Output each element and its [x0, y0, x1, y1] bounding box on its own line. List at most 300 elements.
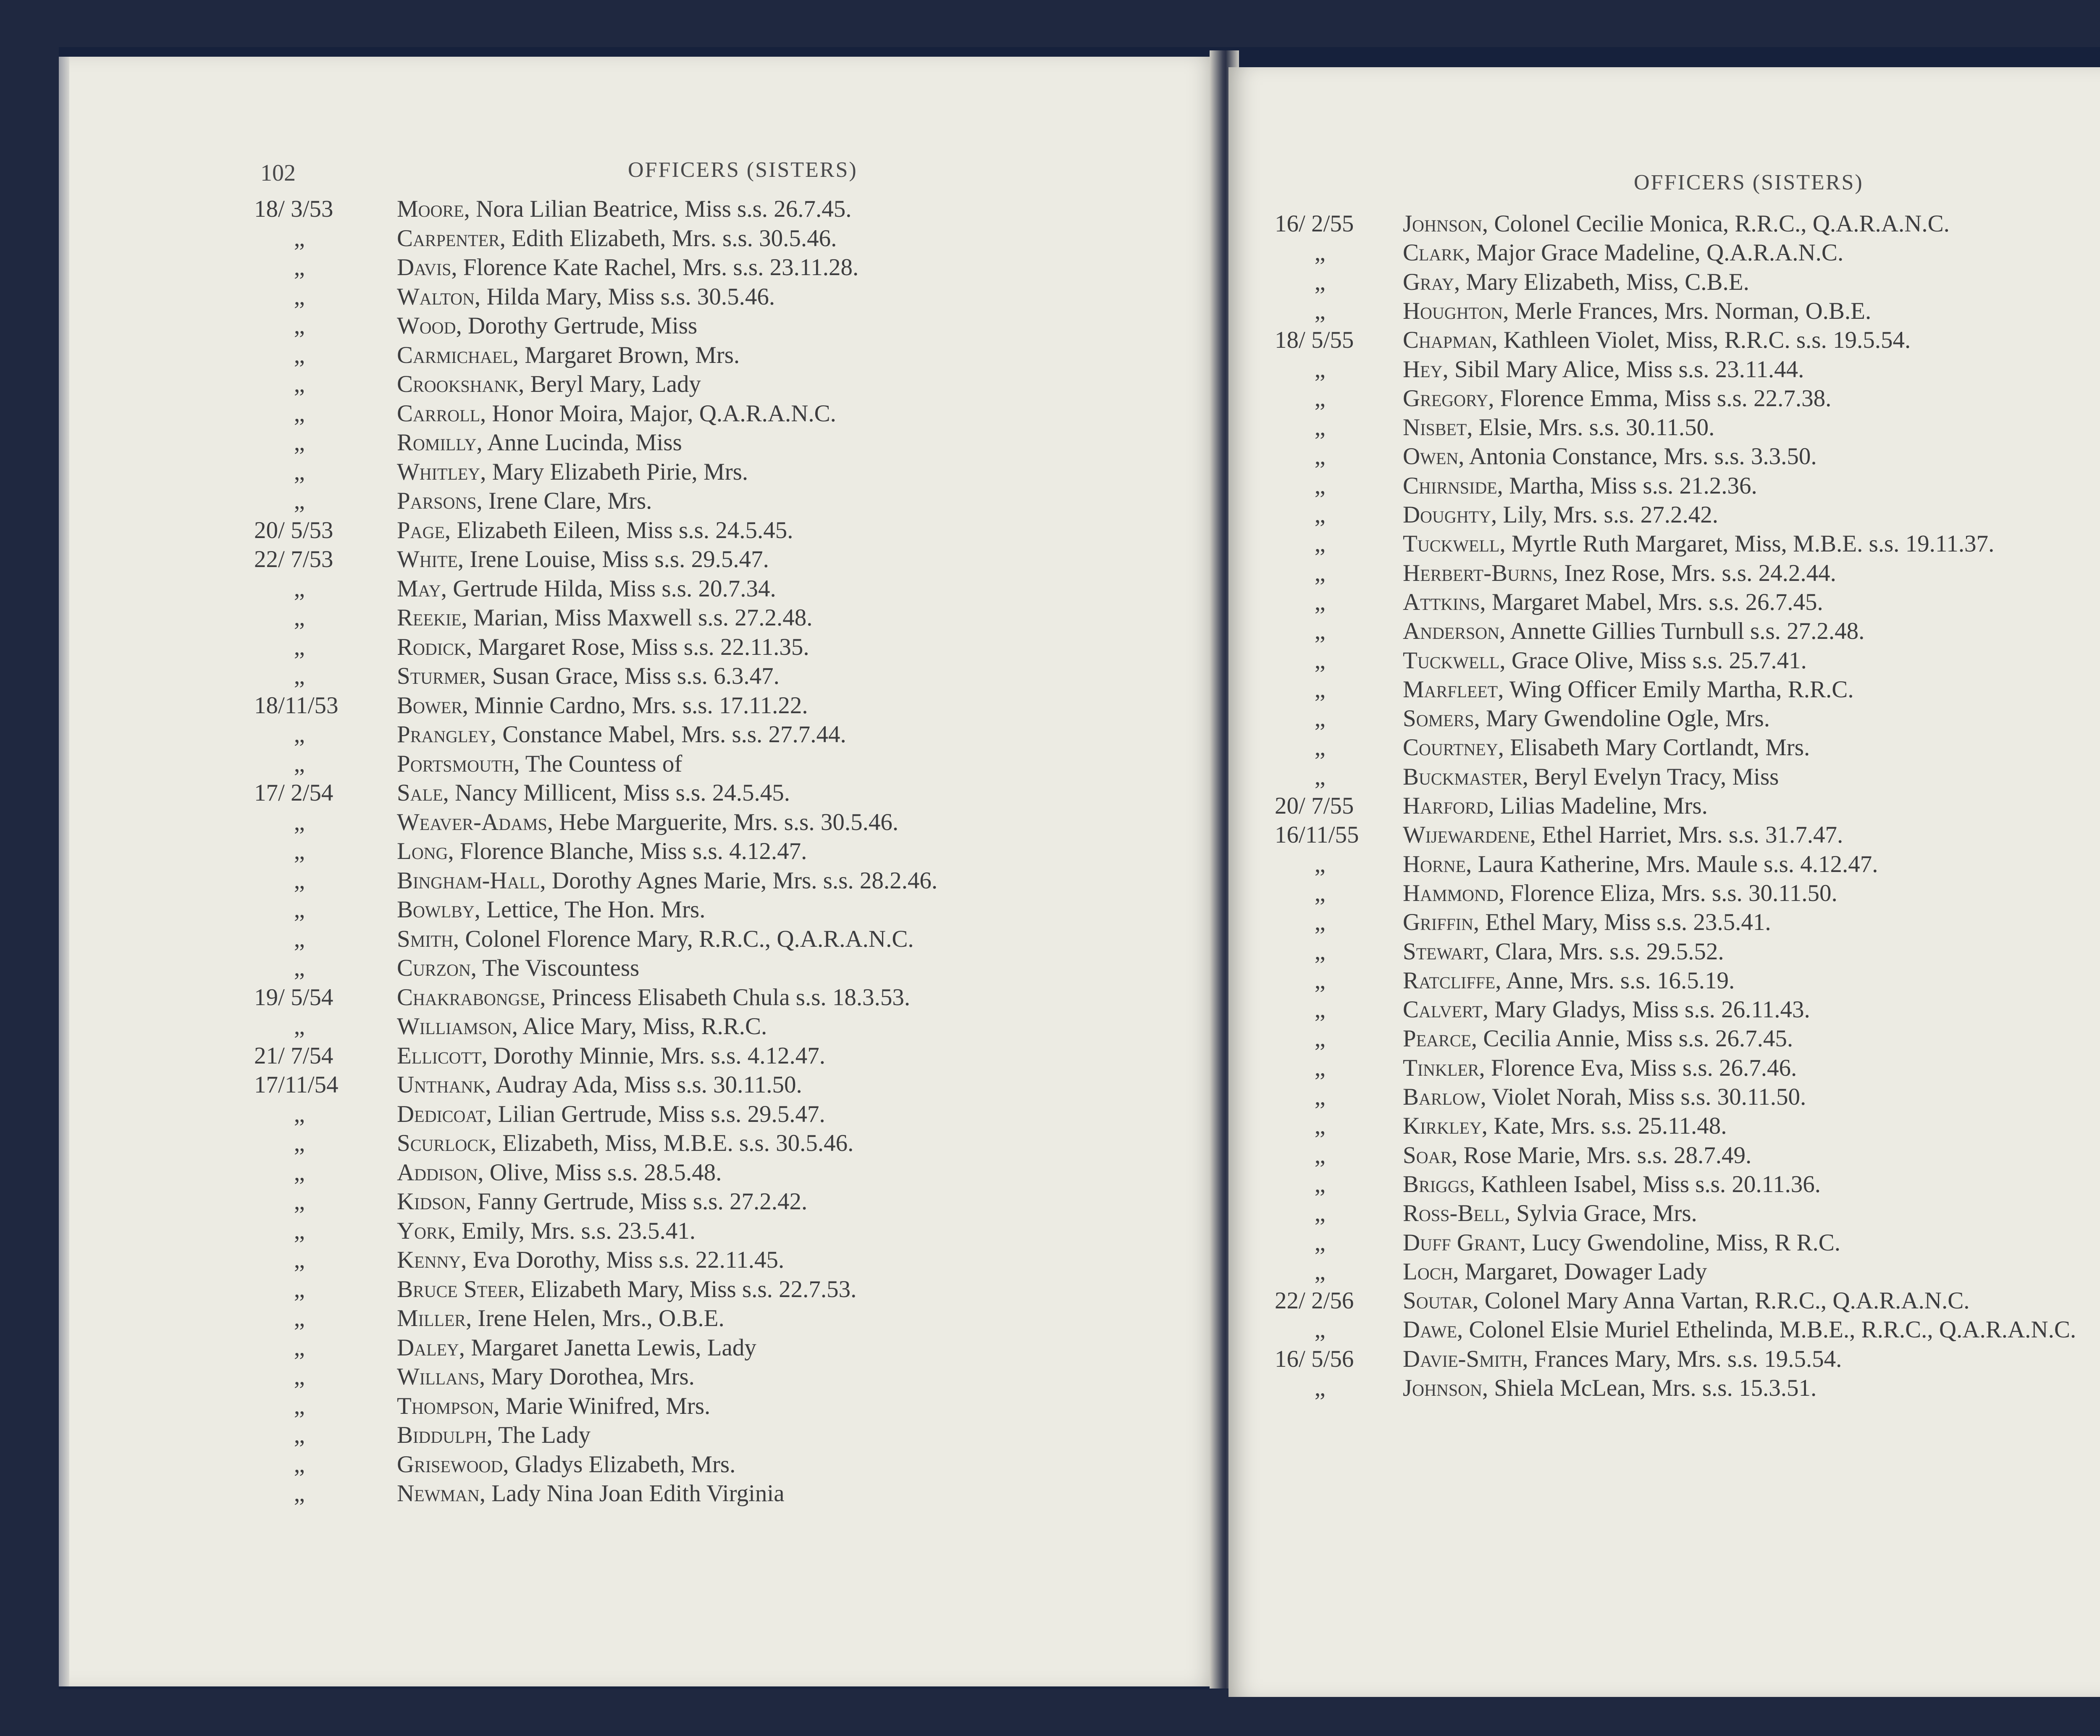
entry-date: ,,	[294, 400, 304, 427]
entry-surname: Kenny,	[397, 1247, 467, 1273]
entry-text	[397, 1480, 785, 1507]
entry-details: Margaret Rose, Miss s.s. 22.11.35.	[478, 633, 809, 660]
list-item	[1228, 676, 2100, 705]
list-item	[69, 838, 1203, 867]
entry-surname: May,	[397, 575, 447, 602]
entry-details: Eva Dorothy, Miss s.s. 22.11.45.	[472, 1247, 785, 1273]
entry-details: Clara, Mrs. s.s. 29.5.52.	[1495, 938, 1724, 965]
entry-text	[1403, 268, 1749, 296]
entry-text	[1403, 385, 1831, 412]
entry-surname: Tuckwell,	[1403, 647, 1506, 674]
entry-text	[1403, 1171, 1821, 1198]
entry-date: 18/ 3/53	[254, 196, 333, 222]
entry-surname: Biddulph,	[397, 1422, 493, 1448]
entry-details: Myrtle Ruth Margaret, Miss, M.B.E. s.s. 19.11.37.	[1511, 531, 1995, 557]
list-item	[69, 283, 1203, 313]
list-item	[69, 429, 1203, 458]
entry-text	[397, 546, 769, 573]
entry-date: ,,	[294, 1130, 304, 1156]
entry-details: Princess Elisabeth Chula s.s. 18.3.53.	[551, 984, 911, 1011]
list-item	[1228, 909, 2100, 938]
entry-text	[1403, 210, 1950, 237]
entry-date: ,,	[1315, 1142, 1325, 1169]
list-item	[69, 896, 1203, 925]
entry-date: ,,	[1315, 880, 1325, 906]
entry-date: ,,	[294, 1334, 304, 1361]
entry-details: Hilda Mary, Miss s.s. 30.5.46.	[486, 283, 775, 310]
entry-details: Ethel Harriet, Mrs. s.s. 31.7.47.	[1542, 822, 1843, 848]
entry-text	[1403, 909, 1771, 936]
entry-text	[397, 254, 858, 281]
entry-date: ,,	[1315, 1171, 1325, 1198]
entry-details: Emily, Mrs. s.s. 23.5.41.	[462, 1217, 696, 1244]
list-item	[69, 721, 1203, 750]
list-item	[1228, 1287, 2100, 1316]
entry-date: 20/ 7/55	[1275, 793, 1354, 819]
entry-text	[397, 1013, 767, 1040]
entry-details: Margaret Brown, Mrs.	[525, 341, 740, 368]
entry-details: Marie Winifred, Mrs.	[505, 1392, 711, 1419]
entry-details: Irene Louise, Miss s.s. 29.5.47.	[470, 546, 769, 573]
entry-surname: Davie-Smith,	[1403, 1345, 1528, 1372]
entry-text	[1403, 559, 1836, 587]
entry-text	[1403, 326, 1911, 354]
list-item	[69, 1100, 1203, 1130]
entry-surname: Wijewardene,	[1403, 822, 1536, 848]
entry-surname: York,	[397, 1217, 456, 1244]
entry-text	[1403, 647, 1807, 674]
entry-text	[397, 925, 914, 953]
list-item	[1228, 530, 2100, 559]
entry-details: Elizabeth Mary, Miss s.s. 22.7.53.	[531, 1276, 857, 1303]
entry-date: ,,	[294, 721, 304, 748]
entry-surname: Kidson,	[397, 1188, 472, 1215]
entry-text	[397, 1421, 591, 1449]
entry-text	[397, 341, 740, 369]
entry-surname: Romilly,	[397, 429, 483, 456]
entry-surname: Chirnside,	[1403, 472, 1503, 499]
entry-date: ,,	[294, 1363, 304, 1390]
list-item	[1228, 1054, 2100, 1084]
entry-details: Constance Mabel, Mrs. s.s. 27.7.44.	[502, 721, 846, 748]
entry-surname: Carroll,	[397, 400, 486, 427]
entry-date: ,,	[1315, 618, 1325, 645]
entry-surname: Portsmouth,	[397, 750, 520, 777]
entry-date: ,,	[294, 254, 304, 281]
list-item	[69, 1159, 1203, 1188]
entry-details: Antonia Constance, Mrs. s.s. 3.3.50.	[1469, 443, 1817, 470]
entry-date: 17/ 2/54	[254, 780, 333, 806]
entry-surname: Page,	[397, 517, 451, 544]
entry-details: The Countess of	[525, 750, 682, 777]
list-item	[1228, 1171, 2100, 1200]
entry-date: ,,	[294, 225, 304, 252]
entry-date: ,,	[1315, 1258, 1325, 1285]
entry-date: ,,	[1315, 1200, 1325, 1227]
entry-text	[397, 400, 836, 427]
entry-details: Minnie Cardno, Mrs. s.s. 17.11.22.	[474, 692, 808, 719]
entry-text	[1403, 1054, 1797, 1082]
entry-surname: Johnson,	[1403, 210, 1488, 237]
entry-details: Irene Clare, Mrs.	[488, 488, 652, 514]
entry-date: ,,	[294, 283, 304, 310]
list-item	[1228, 821, 2100, 851]
entry-text	[1403, 472, 1757, 499]
entry-date: ,,	[1315, 1025, 1325, 1052]
entry-text	[397, 1451, 735, 1478]
entry-text	[397, 1129, 853, 1157]
entry-surname: Pearce,	[1403, 1025, 1478, 1052]
entry-surname: Owen,	[1403, 443, 1465, 470]
entry-date: ,,	[1315, 531, 1325, 557]
entry-details: Lilian Gertrude, Miss s.s. 29.5.47.	[498, 1100, 825, 1127]
entry-text	[1403, 1316, 2076, 1343]
entry-date: ,,	[1315, 1316, 1325, 1343]
entry-date: 18/11/53	[254, 692, 339, 719]
entry-details: Violet Norah, Miss s.s. 30.11.50.	[1492, 1084, 1806, 1110]
entry-date: ,,	[294, 1188, 304, 1215]
entry-surname: Parsons,	[397, 488, 483, 514]
running-head: OFFICERS (SISTERS)	[1634, 171, 1864, 194]
entry-text	[1403, 938, 1724, 965]
entry-surname: Dawe,	[1403, 1316, 1463, 1343]
entry-date: ,,	[1315, 1375, 1325, 1401]
entry-surname: Soutar,	[1403, 1287, 1479, 1314]
entry-details: Cecilia Annie, Miss s.s. 26.7.45.	[1483, 1025, 1793, 1052]
entry-details: Olive, Miss s.s. 28.5.48.	[489, 1159, 722, 1186]
entry-details: Beryl Mary, Lady	[530, 371, 701, 397]
entry-surname: Somers,	[1403, 705, 1480, 732]
entry-surname: Gray,	[1403, 268, 1460, 295]
entry-surname: Soar,	[1403, 1142, 1458, 1169]
entry-details: Anne Lucinda, Miss	[487, 429, 682, 456]
entry-details: Anne, Mrs. s.s. 16.5.19.	[1506, 967, 1735, 994]
entry-date: ,,	[294, 809, 304, 835]
entry-surname: Newman,	[397, 1480, 486, 1507]
entry-surname: Thompson,	[397, 1392, 500, 1419]
list-item	[1228, 472, 2100, 502]
entry-text	[1403, 676, 1854, 703]
entry-text	[1403, 443, 1817, 470]
entry-surname: Gregory,	[1403, 385, 1494, 412]
entry-text	[397, 692, 808, 719]
entry-date: ,,	[294, 313, 304, 339]
entry-text	[1403, 588, 1823, 616]
list-item	[1228, 1200, 2100, 1229]
entry-details: Marian, Miss Maxwell s.s. 27.2.48.	[473, 604, 813, 631]
entry-surname: Kirkley,	[1403, 1113, 1488, 1140]
entry-text	[397, 984, 910, 1011]
list-item	[1228, 588, 2100, 618]
entry-text	[397, 1217, 696, 1245]
entry-surname: Grisewood,	[397, 1451, 509, 1478]
entry-surname: Scurlock,	[397, 1130, 497, 1156]
entry-text	[397, 225, 837, 252]
entry-date: ,,	[294, 604, 304, 631]
entry-details: Nora Lilian Beatrice, Miss s.s. 26.7.45.	[476, 196, 852, 222]
entry-surname: Walton,	[397, 283, 481, 310]
entry-details: Gladys Elizabeth, Mrs.	[514, 1451, 736, 1478]
entry-details: Florence Kate Rachel, Mrs. s.s. 23.11.28.	[463, 254, 859, 281]
entry-date: ,,	[1315, 763, 1325, 790]
list-item	[69, 1480, 1203, 1509]
entry-surname: Johnson,	[1403, 1375, 1488, 1401]
entry-date: ,,	[1315, 559, 1325, 586]
entry-details: Shiela McLean, Mrs. s.s. 15.3.51.	[1494, 1375, 1817, 1401]
entry-surname: Bruce Steer,	[397, 1276, 525, 1303]
list-item	[69, 254, 1203, 283]
entry-surname: Sturmer,	[397, 663, 486, 689]
entry-details: Sibil Mary Alice, Miss s.s. 23.11.44.	[1454, 356, 1804, 383]
entry-text	[1403, 1142, 1751, 1169]
list-item	[1228, 734, 2100, 763]
entry-surname: Bower,	[397, 692, 469, 719]
entry-surname: Griffin,	[1403, 909, 1480, 936]
entry-date: ,,	[1315, 588, 1325, 615]
entry-date: ,,	[1315, 938, 1325, 965]
entry-text	[1403, 851, 1878, 878]
list-item	[1228, 1316, 2100, 1345]
entry-details: Kathleen Isabel, Miss s.s. 20.11.36.	[1481, 1171, 1821, 1198]
entry-details: Major Grace Madeline, Q.A.R.A.N.C.	[1476, 239, 1844, 266]
list-item	[69, 312, 1203, 341]
entry-surname: Harford,	[1403, 793, 1494, 819]
entry-details: Gertrude Hilda, Miss s.s. 20.7.34.	[453, 575, 776, 602]
entry-date: ,,	[1315, 676, 1325, 703]
entry-surname: Davis,	[397, 254, 457, 281]
list-item	[69, 341, 1203, 371]
entry-date: 19/ 5/54	[254, 984, 333, 1011]
entry-text	[397, 721, 846, 748]
entry-details: The Lady	[498, 1422, 591, 1448]
entry-surname: Barlow,	[1403, 1084, 1486, 1110]
entry-details: Mary Elizabeth, Miss, C.B.E.	[1466, 268, 1749, 295]
entry-details: Dorothy Agnes Marie, Mrs. s.s. 28.2.46.	[551, 867, 938, 894]
entry-date: ,,	[294, 1100, 304, 1127]
entry-date: 18/ 5/55	[1275, 327, 1354, 354]
entry-text	[397, 838, 807, 865]
list-item	[1228, 1112, 2100, 1142]
entry-details: Frances Mary, Mrs. s.s. 19.5.54.	[1534, 1345, 1842, 1372]
entry-details: Margaret Janetta Lewis, Lady	[471, 1334, 756, 1361]
entry-text	[1403, 1258, 1707, 1285]
entry-surname: Carmichael,	[397, 341, 519, 368]
list-item	[69, 575, 1203, 604]
entry-surname: Smith,	[397, 925, 459, 952]
entry-surname: Willans,	[397, 1363, 486, 1390]
list-item	[69, 1246, 1203, 1276]
list-item	[69, 370, 1203, 400]
entry-surname: Houghton,	[1403, 297, 1509, 324]
entry-details: Irene Helen, Mrs., O.B.E.	[478, 1305, 724, 1332]
entry-text	[397, 283, 775, 310]
entry-text	[397, 1305, 724, 1332]
list-item	[69, 1334, 1203, 1363]
entry-date: ,,	[294, 429, 304, 456]
entry-text	[397, 633, 809, 661]
entry-date: ,,	[1315, 734, 1325, 761]
entry-details: Wing Officer Emily Martha, R.R.C.	[1509, 676, 1854, 703]
entry-details: Merle Frances, Mrs. Norman, O.B.E.	[1515, 297, 1872, 324]
entry-date: ,,	[294, 1392, 304, 1419]
entry-text	[397, 1392, 710, 1420]
entry-surname: Dedicoat,	[397, 1100, 492, 1127]
list-item	[69, 1451, 1203, 1480]
list-item	[1228, 501, 2100, 531]
entry-surname: Daley,	[397, 1334, 465, 1361]
list-item	[1228, 297, 2100, 327]
entry-details: Honor Moira, Major, Q.A.R.A.N.C.	[492, 400, 836, 427]
entry-details: Mary Dorothea, Mrs.	[491, 1363, 695, 1390]
entry-date: ,,	[294, 371, 304, 397]
entry-date: 16/ 5/56	[1275, 1345, 1354, 1372]
entry-surname: Doughty,	[1403, 502, 1497, 528]
list-item	[1228, 967, 2100, 996]
entry-surname: Ellicott,	[397, 1042, 488, 1069]
entry-text	[397, 662, 780, 690]
entry-text	[397, 1363, 695, 1390]
entry-details: Florence Emma, Miss s.s. 22.7.38.	[1500, 385, 1832, 412]
entry-date: ,,	[1315, 1084, 1325, 1110]
entry-date: ,,	[1315, 443, 1325, 470]
entry-details: Elizabeth, Miss, M.B.E. s.s. 30.5.46.	[502, 1130, 854, 1156]
entry-surname: Bowlby,	[397, 896, 480, 923]
entry-text	[1403, 239, 1843, 266]
list-item	[1228, 996, 2100, 1025]
entry-text	[397, 312, 697, 339]
entry-date: ,,	[1315, 647, 1325, 674]
list-item	[1228, 1025, 2100, 1054]
entry-date: ,,	[294, 575, 304, 602]
entry-surname: Tuckwell,	[1403, 531, 1506, 557]
entry-surname: Stewart,	[1403, 938, 1489, 965]
entry-text	[397, 1246, 784, 1274]
entry-date: ,,	[1315, 385, 1325, 412]
entry-details: Colonel Florence Mary, R.R.C., Q.A.R.A.N.C.	[465, 925, 914, 952]
entry-details: Beryl Evelyn Tracy, Miss	[1534, 763, 1779, 790]
entry-details: Susan Grace, Miss s.s. 6.3.47.	[492, 663, 780, 689]
entry-details: Colonel Elsie Muriel Ethelinda, M.B.E., R.R.C., Q.A.R.A.N.C.	[1469, 1316, 2076, 1343]
entry-surname: Ross-Bell,	[1403, 1200, 1510, 1227]
entry-text	[397, 809, 898, 836]
entry-surname: Wood,	[397, 313, 462, 339]
entry-date: ,,	[294, 1451, 304, 1478]
entry-details: Audray Ada, Miss s.s. 30.11.50.	[496, 1072, 802, 1098]
list-item	[1228, 763, 2100, 793]
entry-details: Florence Blanche, Miss s.s. 4.12.47.	[459, 838, 807, 864]
list-item	[69, 487, 1203, 517]
entry-details: Margaret, Dowager Lady	[1465, 1258, 1707, 1285]
list-item	[1228, 1083, 2100, 1113]
entry-date: ,,	[294, 1159, 304, 1186]
list-item	[69, 1071, 1203, 1100]
list-item	[1228, 851, 2100, 880]
entry-date: ,,	[1315, 705, 1325, 732]
entry-date: 22/ 2/56	[1275, 1287, 1354, 1314]
entry-date: ,,	[1315, 996, 1325, 1023]
list-item	[69, 1276, 1203, 1305]
entry-details: The Viscountess	[482, 955, 640, 981]
entry-details: Fanny Gertrude, Miss s.s. 27.2.42.	[477, 1188, 808, 1215]
entry-surname: Prangley,	[397, 721, 497, 748]
entry-details: Lady Nina Joan Edith Virginia	[491, 1480, 785, 1507]
list-item	[1228, 326, 2100, 356]
entry-surname: Hey,	[1403, 356, 1449, 383]
list-item	[1228, 356, 2100, 385]
entry-surname: Carpenter,	[397, 225, 506, 252]
entry-text	[1403, 880, 1838, 907]
entry-date: ,,	[294, 1217, 304, 1244]
entry-date: ,,	[294, 1422, 304, 1448]
list-item	[1228, 385, 2100, 414]
list-item	[69, 1392, 1203, 1422]
list-item	[1228, 1142, 2100, 1171]
entry-surname: Nisbet,	[1403, 414, 1473, 441]
entry-details: Elizabeth Eileen, Miss s.s. 24.5.45.	[457, 517, 793, 544]
entry-surname: Marfleet,	[1403, 676, 1504, 703]
list-item	[69, 750, 1203, 780]
running-head: OFFICERS (SISTERS)	[628, 158, 858, 182]
list-item	[69, 195, 1203, 225]
list-item	[69, 633, 1203, 663]
list-item	[69, 1129, 1203, 1159]
entry-date: ,,	[294, 488, 304, 514]
entry-date: ,,	[1315, 909, 1325, 936]
entry-details: Kathleen Violet, Miss, R.R.C. s.s. 19.5.54.	[1503, 327, 1911, 354]
entry-date: ,,	[294, 1013, 304, 1040]
entry-date: ,,	[1315, 1229, 1325, 1256]
entry-details: Martha, Miss s.s. 21.2.36.	[1509, 472, 1757, 499]
entry-text	[397, 1276, 856, 1303]
entry-surname: Calvert,	[1403, 996, 1488, 1023]
entry-surname: Chapman,	[1403, 327, 1498, 354]
entry-details: Annette Gillies Turnbull s.s. 27.2.48.	[1510, 618, 1865, 645]
entry-details: Nancy Millicent, Miss s.s. 24.5.45.	[454, 780, 790, 806]
page-number: 102	[260, 160, 296, 186]
entry-surname: Duff Grant,	[1403, 1229, 1526, 1256]
list-item	[1228, 705, 2100, 734]
entry-details: Lilias Madeline, Mrs.	[1500, 793, 1708, 819]
entry-text	[1403, 356, 1804, 383]
entry-details: Kate, Mrs. s.s. 25.11.48.	[1494, 1113, 1727, 1140]
list-item	[69, 1363, 1203, 1392]
list-item	[69, 1013, 1203, 1042]
entry-text	[1403, 1083, 1806, 1111]
list-item	[69, 517, 1203, 546]
list-item	[1228, 210, 2100, 239]
list-item	[1228, 938, 2100, 967]
entry-surname: Addison,	[397, 1159, 484, 1186]
entry-surname: Whitley,	[397, 458, 486, 485]
entry-text	[397, 867, 937, 894]
entry-date: ,,	[1315, 851, 1325, 877]
list-item	[1228, 414, 2100, 443]
entry-date: ,,	[294, 1480, 304, 1507]
entry-surname: White,	[397, 546, 464, 573]
entry-surname: Miller,	[397, 1305, 472, 1332]
entry-date: ,,	[294, 458, 304, 485]
entry-details: Elisabeth Mary Cortlandt, Mrs.	[1510, 734, 1810, 761]
entry-date: 20/ 5/53	[254, 517, 333, 544]
entry-details: Inez Rose, Mrs. s.s. 24.2.44.	[1564, 559, 1836, 586]
entry-text	[397, 1042, 825, 1069]
entry-date: ,,	[294, 838, 304, 864]
entry-details: Laura Katherine, Mrs. Maule s.s. 4.12.47.	[1478, 851, 1878, 877]
entry-surname: Tinkler,	[1403, 1054, 1485, 1081]
entry-details: Dorothy Gertrude, Miss	[467, 313, 698, 339]
entry-date: ,,	[294, 663, 304, 689]
entry-text	[1403, 1025, 1793, 1052]
